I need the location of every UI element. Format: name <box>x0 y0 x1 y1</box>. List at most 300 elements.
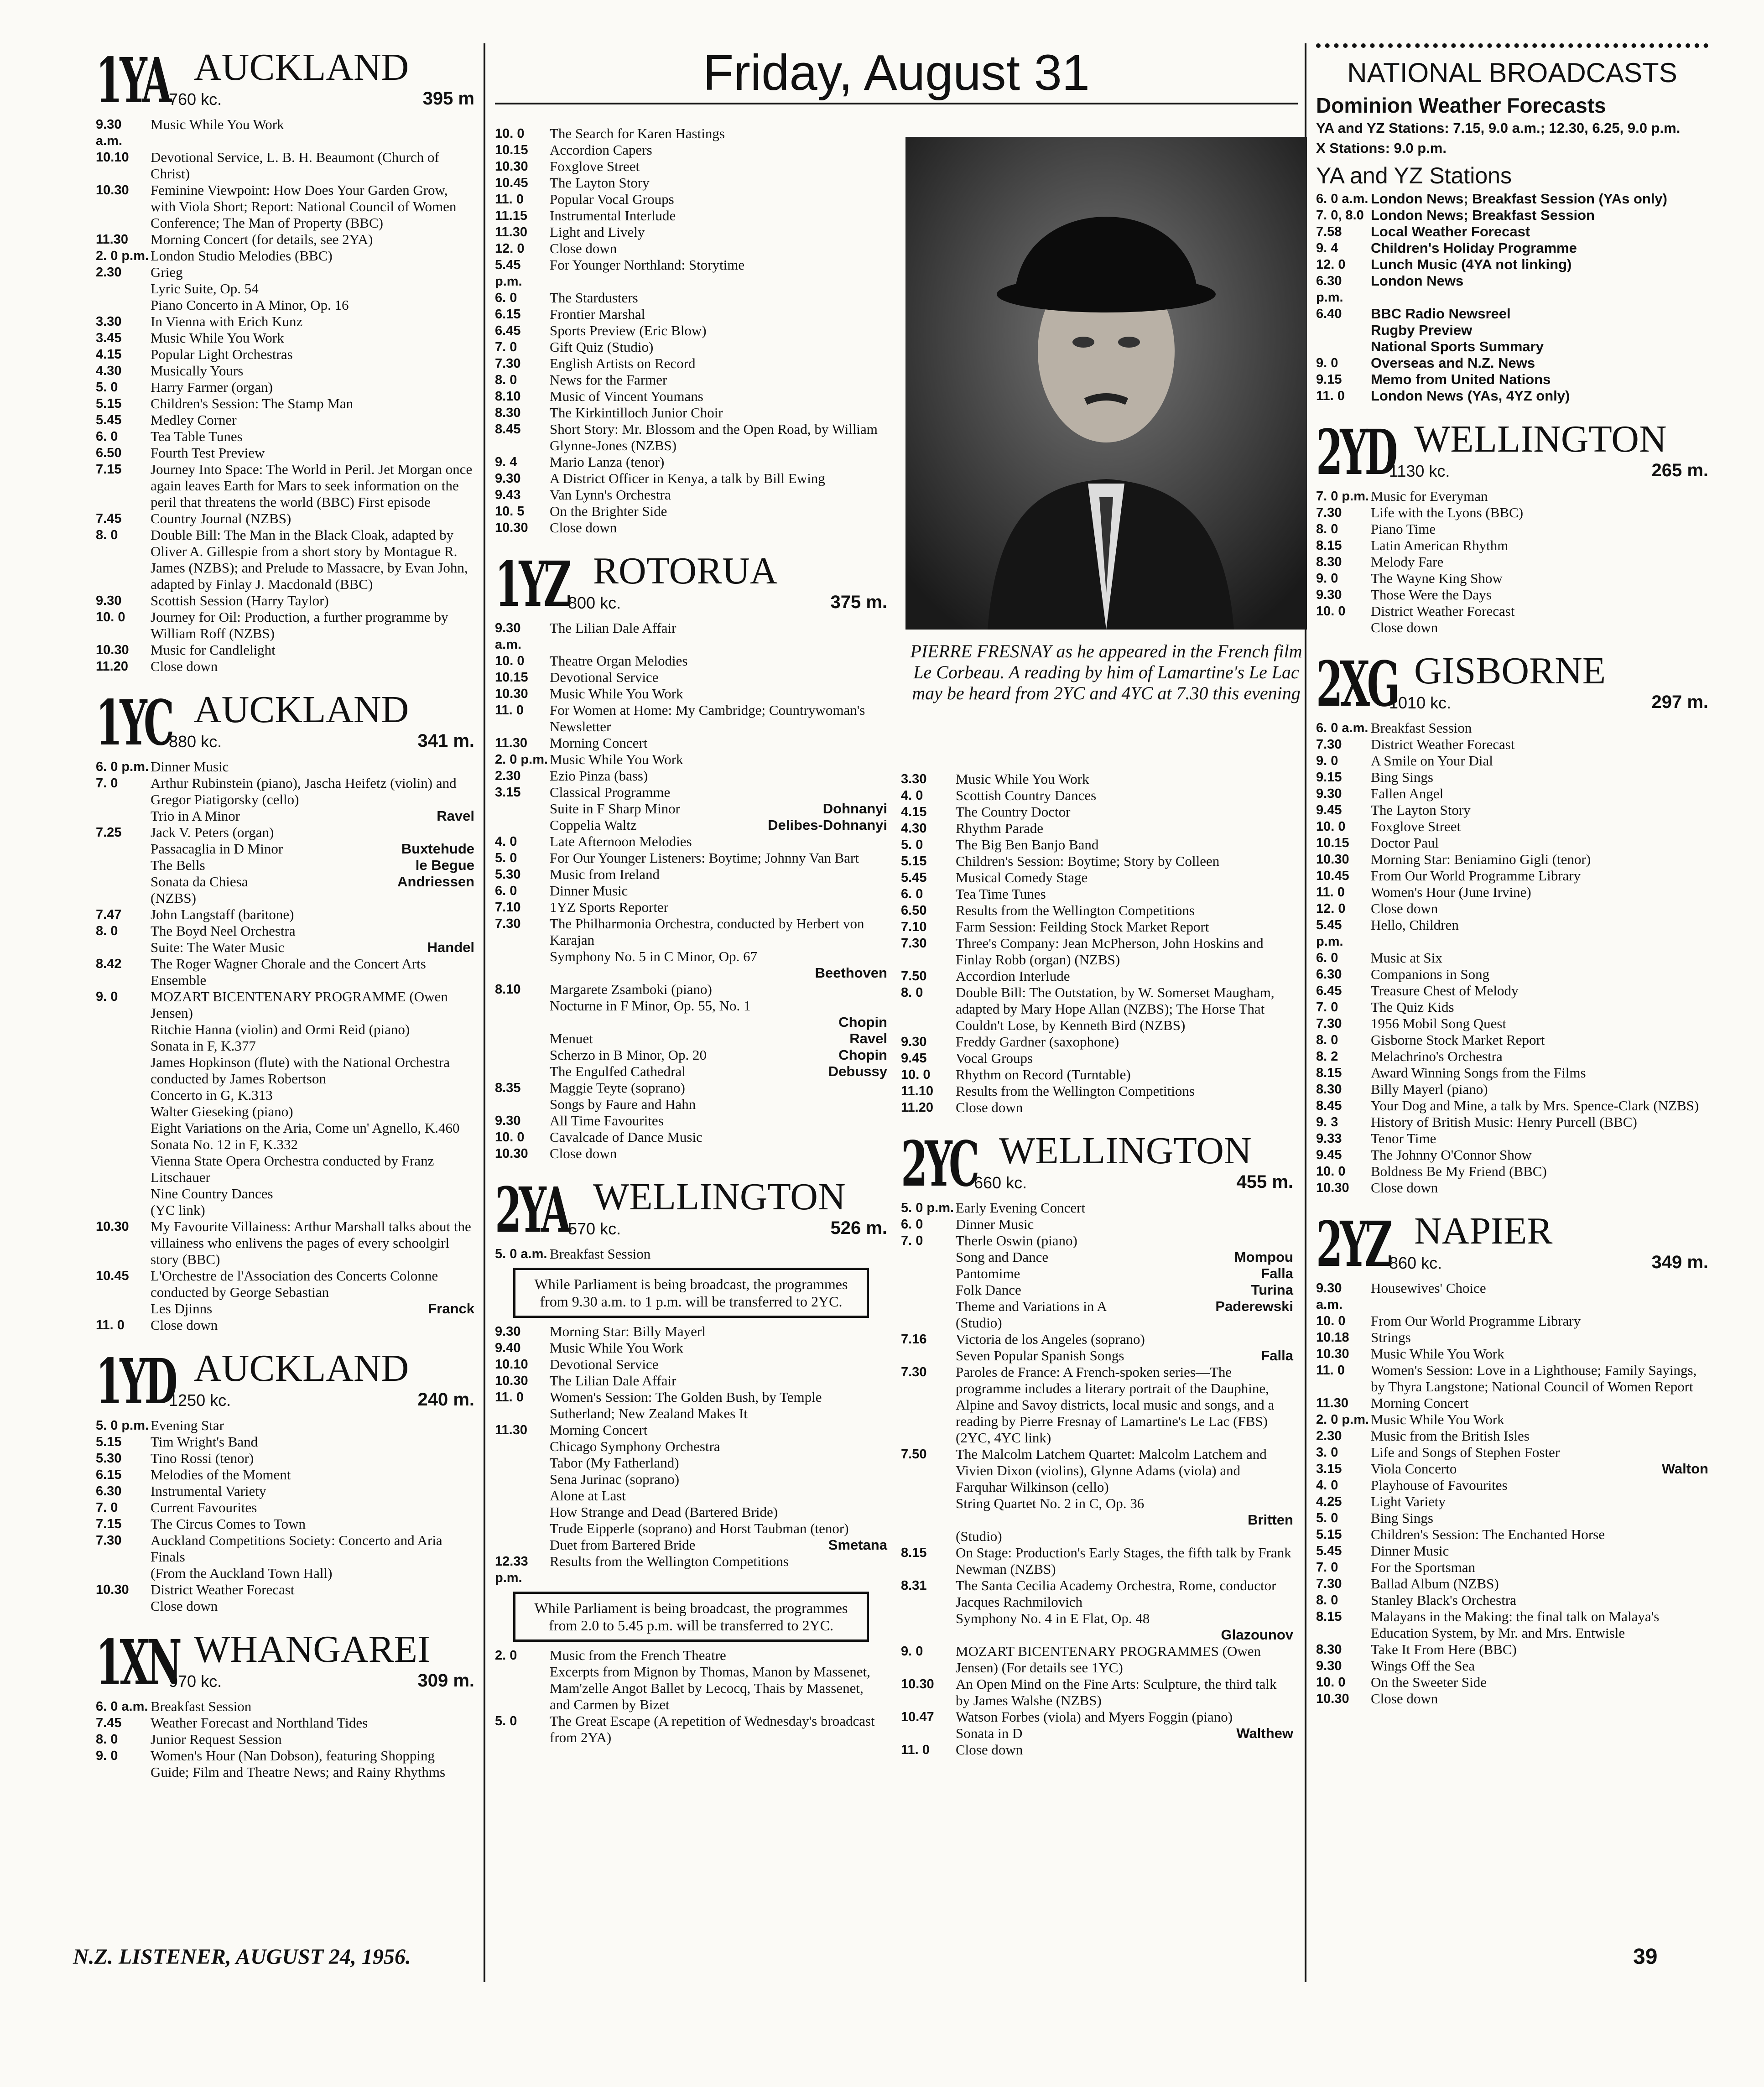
programme-title: Hello, Children <box>1371 917 1459 933</box>
programme-title: Award Winning Songs from the Films <box>1371 1065 1586 1081</box>
programme-item <box>96 396 474 412</box>
programme-time: 8. 0 <box>96 1732 118 1747</box>
programme-item <box>96 1698 474 1715</box>
programme-title: Overseas and N.Z. News <box>1371 355 1535 371</box>
station-call: 2YC <box>901 1128 977 1201</box>
programme-item <box>96 1450 474 1467</box>
programme-item <box>901 771 1293 787</box>
programme-title: Melodies of the Moment <box>151 1467 291 1483</box>
programme-time: 5.15 <box>1316 1527 1342 1542</box>
programme-work: Suite in F Sharp Minor <box>550 801 680 817</box>
programme-title <box>550 965 887 981</box>
programme-item <box>1316 1147 1708 1163</box>
programme-time: 5. 0 <box>901 838 923 852</box>
programme-item <box>495 125 887 142</box>
programme-title: Victoria de los Angeles (soprano) <box>956 1331 1145 1347</box>
programme-item <box>901 1265 1293 1282</box>
programme-item <box>495 240 887 257</box>
programme-item <box>96 445 474 461</box>
programme-time: 9. 0 <box>1316 356 1338 370</box>
programme-time: 5. 0 a.m. <box>495 1247 547 1261</box>
programme-item <box>96 939 474 956</box>
programme-time: 8.45 <box>495 422 521 437</box>
programme-item <box>1316 1114 1708 1130</box>
programme-title <box>1371 1461 1708 1477</box>
programme-time: 9.45 <box>901 1051 927 1066</box>
programme-work: Pantomime <box>956 1265 1020 1281</box>
programme-title: Light Variety <box>1371 1494 1446 1509</box>
programme-time: 9. 0 <box>96 1749 118 1763</box>
programme-title: Harry Farmer (organ) <box>151 379 273 395</box>
programme-title: Nine Country Dances <box>151 1186 273 1202</box>
programme-item <box>901 919 1293 935</box>
programme-time: 6.15 <box>96 1468 122 1482</box>
programme-item <box>901 1627 1293 1643</box>
programme-item <box>901 1742 1293 1758</box>
station-wavelength: 395 m <box>422 88 474 109</box>
programme-title: Billy Mayerl (piano) <box>1371 1081 1488 1097</box>
programme-time: 8.15 <box>1316 1609 1342 1624</box>
programme-title: London Studio Melodies (BBC) <box>151 248 333 264</box>
station-frequency: 1130 kc. <box>1389 462 1450 480</box>
programme-item <box>495 323 887 339</box>
programme-time: 12. 0 <box>1316 257 1346 272</box>
programme-time: 9.30 <box>1316 1659 1342 1673</box>
programme-item <box>1316 835 1708 851</box>
programme-title: Close down <box>550 520 617 536</box>
programme-time: 10. 0 <box>495 654 525 668</box>
programme-item <box>495 1145 887 1162</box>
programme-title: Concerto in G, K.313 <box>151 1087 273 1103</box>
programme-time: 7. 0 <box>901 1233 923 1248</box>
programme-time: 5. 0 <box>1316 1511 1338 1525</box>
programme-time: 9.45 <box>1316 803 1342 817</box>
programme-title: From Our World Programme Library <box>1371 1313 1581 1329</box>
programme-title: The Great Escape (A repetition of Wednesday's broadcast from 2YA) <box>550 1713 875 1745</box>
programme-time: 2. 0 p.m. <box>1316 1412 1369 1427</box>
programme-time: 2. 0 p.m. <box>96 249 149 263</box>
programme-title: My Favourite Villainess: Arthur Marshall talks about the villainess who enlivens the pages of every schoolgirl story (BBC) <box>151 1218 471 1267</box>
programme-composer: Beethoven <box>815 965 887 981</box>
programme-item <box>1316 603 1708 619</box>
programme-item <box>495 899 887 916</box>
programme-time: 5.15 <box>96 1435 122 1449</box>
programme-item <box>96 297 474 313</box>
programme-title: Close down <box>550 240 617 256</box>
programme-time: 9.30 a.m. <box>1316 1281 1343 1312</box>
programme-time: 10. 0 <box>1316 1314 1346 1328</box>
programme-item <box>495 224 887 240</box>
programme-title: Gisborne Stock Market Report <box>1371 1032 1545 1048</box>
programme-title: (Studio) <box>956 1315 1002 1331</box>
station-frequency: 1250 kc. <box>169 1391 231 1410</box>
station-wavelength: 265 m. <box>1651 460 1708 480</box>
programme-item <box>901 935 1293 968</box>
programme-title <box>151 841 474 857</box>
programme-time: 7. 0, 8.0 <box>1316 208 1364 223</box>
ya-yz-stations-heading: YA and YZ Stations <box>1316 163 1512 188</box>
programme-item <box>96 989 474 1021</box>
programme-item <box>96 874 474 890</box>
programme-time: 3.45 <box>96 331 122 345</box>
programme-time: 8. 0 <box>1316 522 1338 536</box>
programme-time: 11.30 <box>495 736 527 750</box>
programme-item <box>495 1129 887 1145</box>
programme-title: (YC link) <box>151 1202 205 1218</box>
programme-title <box>550 801 887 817</box>
programme-title: London News; Breakfast Session (YAs only) <box>1371 191 1668 207</box>
programme-title: The Quiz Kids <box>1371 999 1454 1015</box>
programme-title: Latin American Rhythm <box>1371 537 1509 553</box>
programme-item <box>96 264 474 281</box>
programme-item <box>1316 570 1708 587</box>
programme-item <box>1316 1658 1708 1674</box>
programme-title: The Kirkintilloch Junior Choir <box>550 405 723 421</box>
programme-item <box>495 735 887 751</box>
programme-title: Music from Ireland <box>550 866 660 882</box>
programme-time: 8.35 <box>495 1081 521 1095</box>
programme-item <box>495 817 887 833</box>
programme-composer: Dohnanyi <box>822 801 887 817</box>
programme-title: Country Journal (NZBS) <box>151 510 291 526</box>
programme-item <box>96 1054 474 1087</box>
programme-item <box>495 686 887 702</box>
programme-title: Morning Concert <box>1371 1395 1469 1411</box>
station-wavelength: 375 m. <box>830 592 887 612</box>
programme-title: Children's Session: Boytime; Story by Colleen <box>956 853 1220 869</box>
programme-title: Maggie Teyte (soprano) <box>550 1080 685 1096</box>
programme-item <box>495 372 887 388</box>
programme-time: 11. 0 <box>96 1318 125 1332</box>
programme-item <box>96 412 474 428</box>
programme-title: Nocturne in F Minor, Op. 55, No. 1 <box>550 998 751 1014</box>
programme-item <box>495 1030 887 1047</box>
programme-title: Sonata in F, K.377 <box>151 1038 256 1054</box>
programme-item <box>495 1323 887 1340</box>
programme-work: Suite: The Water Music <box>151 939 285 955</box>
programme-time: 7.50 <box>901 1447 927 1462</box>
programme-item <box>495 175 887 191</box>
programme-title: The Layton Story <box>550 175 650 191</box>
programme-time: 10.10 <box>96 150 129 165</box>
programme-item <box>1316 818 1708 835</box>
programme-title: Feminine Viewpoint: How Does Your Garden Grow, with Viola Short; Report: National Council of Women Conference; The Man of Property (BBC) <box>151 182 457 231</box>
station-city: ROTORUA <box>593 550 778 592</box>
programme-time: 9. 4 <box>495 455 517 469</box>
programme-composer: Britten <box>1248 1512 1293 1528</box>
programme-item <box>495 669 887 686</box>
programme-time: 2.30 <box>1316 1429 1342 1443</box>
programme-title: Journey Into Space: The World in Peril. Jet Morgan once again leaves Earth for Mars to seek information on the peril that threatens the world (BBC) First episode <box>151 461 473 510</box>
programme-item <box>96 1417 474 1434</box>
programme-title: Devotional Service, L. B. H. Beaumont (Church of Christ) <box>151 149 439 182</box>
programme-time: 10. 0 <box>1316 819 1346 834</box>
programme-title: Close down <box>1371 1180 1438 1196</box>
programme-time: 4. 0 <box>901 788 923 803</box>
programme-item <box>1316 1329 1708 1346</box>
programme-composer: Glazounov <box>1221 1627 1293 1643</box>
programme-time: 9.30 <box>495 1114 521 1128</box>
programme-title: Musically Yours <box>151 363 244 379</box>
programme-item <box>495 916 887 948</box>
programme-title: (Studio) <box>956 1528 1002 1544</box>
programme-item <box>1316 224 1708 240</box>
programme-title: For the Sportsman <box>1371 1559 1476 1575</box>
programme-time: 8.42 <box>96 957 122 971</box>
programme-time: 11. 0 <box>495 703 524 718</box>
programme-item <box>901 1099 1293 1116</box>
programme-item <box>1316 917 1708 950</box>
programme-time: 7.50 <box>901 969 927 984</box>
station-header-1yc <box>96 686 474 760</box>
programme-time: 8.30 <box>1316 1082 1342 1097</box>
programme-item <box>96 1301 474 1317</box>
programme-time: 11. 0 <box>1316 885 1345 900</box>
programme-time: 5. 0 <box>495 1714 517 1728</box>
programme-item <box>1316 884 1708 900</box>
programme-item <box>96 658 474 675</box>
programme-item <box>1316 1346 1708 1362</box>
programme-item <box>901 1577 1293 1610</box>
programme-item <box>495 1664 887 1713</box>
programme-title: Wings Off the Sea <box>1371 1658 1475 1674</box>
programme-item <box>495 520 887 536</box>
programme-item <box>901 1050 1293 1067</box>
programme-list-2yz <box>1316 1280 1708 1707</box>
station-city: WELLINGTON <box>1414 418 1667 460</box>
programme-time: 7.30 <box>96 1533 122 1548</box>
programme-list-1xn <box>96 1698 474 1780</box>
programme-time: 9. 3 <box>1316 1115 1338 1129</box>
programme-item <box>96 1731 474 1748</box>
station-call: 1YD <box>96 1345 175 1418</box>
programme-title: A District Officer in Kenya, a talk by Bill Ewing <box>550 470 825 486</box>
programme-item <box>1316 786 1708 802</box>
programme-title: Songs by Faure and Hahn <box>550 1096 696 1112</box>
programme-work: Viola Concerto <box>1371 1461 1457 1477</box>
programme-item <box>1316 273 1708 306</box>
programme-title: Strings <box>1371 1329 1411 1345</box>
programme-item <box>96 1136 474 1153</box>
programme-time: 10.30 <box>495 1374 528 1388</box>
programme-item <box>495 620 887 653</box>
programme-time: 9. 0 <box>1316 571 1338 586</box>
programme-composer: Walthew <box>1236 1725 1293 1741</box>
programme-item <box>96 182 474 231</box>
programme-time: 3.30 <box>901 772 927 786</box>
programme-title: The Johnny O'Connor Show <box>1371 1147 1532 1163</box>
programme-title: Music While You Work <box>1371 1346 1504 1362</box>
programme-title: Breakfast Session <box>1371 720 1472 736</box>
programme-time: 8. 0 <box>1316 1033 1338 1047</box>
programme-time: 7.45 <box>96 511 122 526</box>
programme-item <box>96 841 474 857</box>
programme-title: Foxglove Street <box>1371 818 1461 834</box>
programme-title: District Weather Forecast <box>151 1582 295 1598</box>
programme-item <box>1316 802 1708 818</box>
programme-time: 6. 0 a.m. <box>1316 721 1369 735</box>
weather-forecasts-heading: Dominion Weather Forecasts <box>1316 94 1606 117</box>
programme-list-national <box>1316 191 1708 404</box>
programme-title: Tim Wright's Band <box>151 1434 258 1450</box>
programme-title: The Boyd Neel Orchestra <box>151 923 296 939</box>
programme-title: The Roger Wagner Chorale and the Concert Arts Ensemble <box>151 956 426 988</box>
programme-title: Popular Vocal Groups <box>550 191 674 207</box>
programme-item <box>1316 488 1708 505</box>
programme-time: 8.10 <box>495 982 521 997</box>
programme-title: Ezio Pinza (bass) <box>550 768 648 784</box>
programme-title: Morning Star: Beniamino Gigli (tenor) <box>1371 851 1591 867</box>
programme-item <box>1316 1032 1708 1048</box>
programme-item <box>96 775 474 808</box>
programme-item <box>495 866 887 883</box>
programme-title: From Our World Programme Library <box>1371 868 1581 884</box>
programme-title <box>956 1298 1293 1315</box>
programme-title: Close down <box>956 1099 1023 1115</box>
programme-item <box>901 853 1293 869</box>
programme-work: The Engulfed Cathedral <box>550 1063 686 1079</box>
programme-title: Margarete Zsamboki (piano) <box>550 981 712 997</box>
programme-time: 9. 0 <box>901 1644 923 1659</box>
programme-item <box>495 339 887 355</box>
programme-title: Bing Sings <box>1371 769 1433 785</box>
programme-composer: Mompou <box>1234 1249 1293 1265</box>
programme-time: 7.30 <box>1316 505 1342 520</box>
programme-item <box>96 1218 474 1268</box>
programme-title: Close down <box>1371 1691 1438 1707</box>
programme-title: Playhouse of Favourites <box>1371 1477 1508 1493</box>
programme-time: 6.45 <box>495 323 521 338</box>
programme-item <box>1316 1428 1708 1444</box>
programme-item <box>495 1373 887 1389</box>
station-header-2yc <box>901 1127 1293 1201</box>
programme-time: 9.30 <box>96 593 122 608</box>
programme-title: Children's Session: The Enchanted Horse <box>1371 1526 1605 1542</box>
programme-time: 7.30 <box>901 1365 927 1379</box>
programme-title: Walter Gieseking (piano) <box>151 1103 293 1119</box>
station-header-2ya <box>495 1173 887 1247</box>
programme-work: Coppelia Waltz <box>550 817 637 833</box>
programme-title: Breakfast Session <box>550 1246 651 1262</box>
programme-title: Van Lynn's Orchestra <box>550 487 671 503</box>
programme-composer: Smetana <box>828 1537 887 1553</box>
programme-time: 7. 0 <box>96 1500 118 1515</box>
programme-item <box>1316 1015 1708 1032</box>
programme-title: (NZBS) <box>151 890 196 906</box>
programme-title: Foxglove Street <box>550 158 640 174</box>
programme-item <box>901 1364 1293 1446</box>
programme-time: 5.15 <box>96 396 122 411</box>
programme-item <box>1316 1674 1708 1691</box>
programme-item <box>96 313 474 330</box>
programme-item <box>901 1067 1293 1083</box>
programme-title: Fallen Angel <box>1371 786 1444 801</box>
programme-title: Doctor Paul <box>1371 835 1439 851</box>
programme-title: Morning Concert <box>550 735 648 751</box>
programme-time: 8.10 <box>495 389 521 404</box>
programme-item <box>1316 950 1708 966</box>
programme-title: Women's Session: Love in a Lighthouse; Family Sayings, by Thyra Langstone; National Council of Women Report <box>1371 1362 1697 1395</box>
programme-title <box>151 1301 474 1317</box>
programme-title: Piano Concerto in A Minor, Op. 16 <box>151 297 349 313</box>
programme-item <box>901 869 1293 886</box>
programme-title: An Open Mind on the Fine Arts: Sculpture, the third talk by James Walshe (NZBS) <box>956 1676 1277 1708</box>
programme-item <box>96 956 474 989</box>
programme-item <box>96 1434 474 1450</box>
programme-item <box>495 1647 887 1664</box>
programme-item <box>96 1103 474 1120</box>
programme-item <box>1316 900 1708 917</box>
programme-time: 6. 0 p.m. <box>96 760 149 774</box>
programme-title: National Sports Summary <box>1371 338 1544 354</box>
programme-title: Devotional Service <box>550 1356 659 1372</box>
programme-item <box>495 883 887 899</box>
programme-item <box>1316 240 1708 256</box>
programme-title: James Hopkinson (flute) with the National Orchestra conducted by James Robertson <box>151 1054 450 1087</box>
programme-time: 10.30 <box>1316 1691 1349 1706</box>
programme-item <box>1316 1313 1708 1329</box>
programme-item <box>495 1246 887 1262</box>
programme-title: Sonata No. 12 in F, K.332 <box>151 1136 298 1152</box>
station-frequency: 660 kc. <box>974 1173 1027 1192</box>
programme-title <box>151 874 474 890</box>
programme-title: L'Orchestre de l'Association des Concerts Colonne conducted by George Sebastian <box>151 1268 438 1300</box>
programme-composer: Ravel <box>849 1030 887 1046</box>
programme-item <box>96 1582 474 1598</box>
programme-title: Accordion Capers <box>550 142 652 158</box>
programme-title: Women's Session: The Golden Bush, by Temple Sutherland; New Zealand Makes It <box>550 1389 822 1421</box>
parliament-notice: While Parliament is being broadcast, the programmes from 2.0 to 5.45 p.m. will be transferred to 2YC. <box>513 1592 869 1642</box>
column-3 <box>901 771 1293 1758</box>
programme-item <box>96 379 474 396</box>
programme-item <box>495 1504 887 1520</box>
programme-title <box>151 808 474 824</box>
programme-time: 4.30 <box>901 821 927 836</box>
column-rule <box>484 43 485 1982</box>
programme-time: 5.45 <box>96 413 122 427</box>
programme-item <box>96 527 474 593</box>
programme-time: 10.10 <box>495 1357 528 1372</box>
programme-work: Trio in A Minor <box>151 808 240 824</box>
column-2 <box>495 125 887 1746</box>
programme-item <box>495 1471 887 1488</box>
programme-item <box>495 1438 887 1455</box>
programme-title: Music from the French Theatre <box>550 1647 726 1663</box>
footer-page-number: 39 <box>1633 1945 1658 1969</box>
programme-title: For Younger Northland: Storytime <box>550 257 745 273</box>
programme-work: Theme and Variations in A <box>956 1298 1107 1314</box>
station-frequency: 970 kc. <box>169 1672 222 1691</box>
station-header-1yd <box>96 1344 474 1418</box>
station-frequency: 860 kc. <box>1389 1254 1442 1272</box>
programme-title: Music for Candlelight <box>151 642 276 658</box>
programme-title: Accordion Interlude <box>956 968 1070 984</box>
programme-title <box>550 1063 887 1080</box>
station-header-1yz <box>495 547 887 621</box>
programme-title <box>151 939 474 956</box>
programme-time: 7.30 <box>1316 737 1342 752</box>
programme-time: 8. 0 <box>96 924 118 938</box>
parliament-notice: While Parliament is being broadcast, the programmes from 9.30 a.m. to 1 p.m. will be transferred to 2YC. <box>513 1268 869 1318</box>
programme-time: 7.30 <box>495 356 521 371</box>
programme-title: Medley Corner <box>151 412 237 428</box>
programme-item <box>96 1153 474 1186</box>
programme-item <box>495 1113 887 1129</box>
programme-item <box>495 751 887 768</box>
programme-list-1yc <box>96 759 474 1333</box>
programme-item <box>96 1499 474 1516</box>
programme-title: Your Dog and Mine, a talk by Mrs. Spence-Clark (NZBS) <box>1371 1098 1699 1114</box>
